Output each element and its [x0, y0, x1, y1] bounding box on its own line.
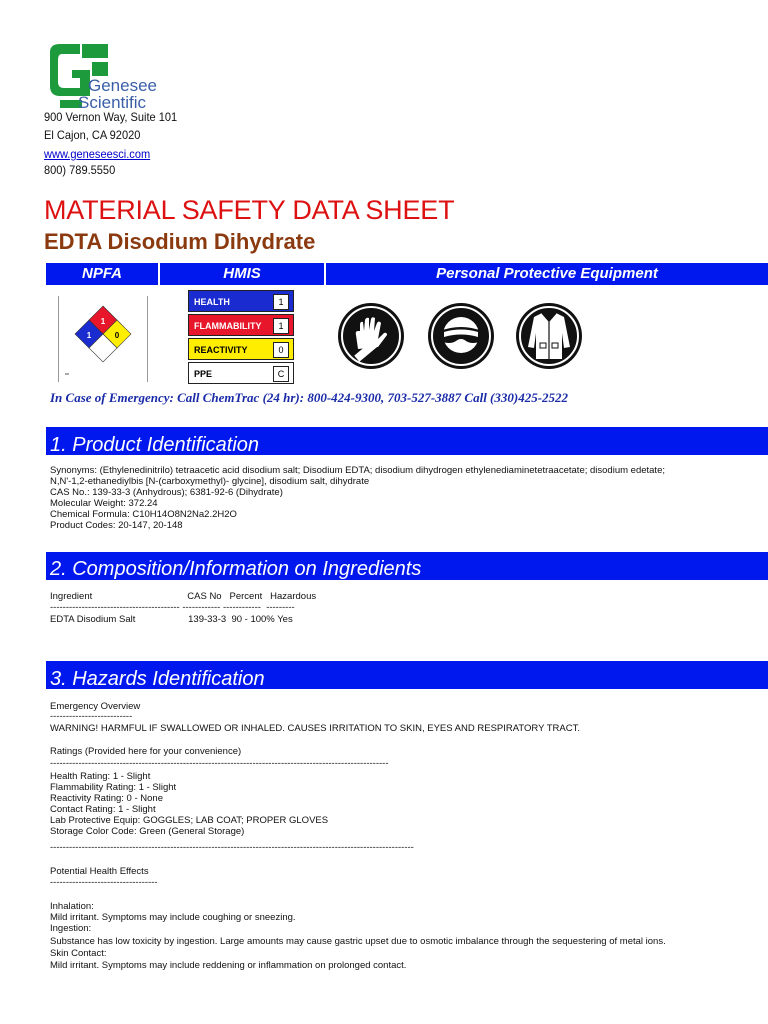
product-title: EDTA Disodium Dihydrate: [44, 229, 316, 254]
hmis-label: [188, 290, 294, 386]
s2-table-dashes: ----------------------------------------- ------------ ------------ ---------: [50, 602, 295, 613]
address-line-2: El Cajon, CA 92020: [44, 128, 141, 142]
s3-ingestion-text: Substance has low toxicity by ingestion. Large amounts may cause gastric upset due to osmotic imbalance through the sequestering of metal ions.: [50, 936, 666, 947]
hmis-label-ppe: PPE: [194, 369, 213, 379]
s3-ingestion-label: Ingestion:: [50, 923, 92, 934]
s3-dash-4: ----------------------------------: [50, 877, 158, 888]
section-1-title: 1. Product Identification: [50, 434, 260, 456]
nfpa-flammability: 1: [100, 317, 106, 326]
hmis-row-flammability: [188, 314, 294, 336]
s3-lab-protective-equip: Lab Protective Equip: GOGGLES; LAB COAT; PROPER GLOVES: [50, 815, 329, 826]
website-link-wrap: [44, 147, 150, 161]
s3-skin-contact-text: Mild irritant. Symptoms may include reddening or inflammation on prolonged contact.: [50, 960, 407, 971]
nfpa-reactivity: 0: [114, 331, 120, 340]
lab-coat-icon: [514, 301, 584, 371]
logo-text-scientific: Scientific: [78, 93, 147, 112]
hmis-label-flammability: FLAMMABILITY: [194, 321, 262, 331]
hmis-value-health: 1: [273, 294, 289, 310]
hmis-value-ppe: C: [273, 366, 289, 382]
phone-number: 800) 789.5550: [44, 163, 116, 177]
s3-inhalation-label: Inhalation:: [50, 901, 94, 912]
emergency-contact: In Case of Emergency: Call ChemTrac (24 hr): 800-424-9300, 703-527-3887 Call (330)425-2522: [50, 390, 569, 405]
header-hmis: HMIS: [160, 263, 324, 285]
s1-synonyms-1: Synonyms: (Ethylenedinitrilo) tetraacetic acid disodium salt; Disodium EDTA; disodium dihydrogen ethylenediaminetetraacetate; disodium edetate;: [50, 465, 665, 476]
s1-synonyms-2: N,N'-1,2-ethanediylbis [N-(carboxymethyl)- glycine], disodium salt, dihydrate: [50, 476, 370, 487]
s3-skin-contact-label: Skin Contact:: [50, 948, 107, 959]
s3-dash-3: -------------------------------------------------------------------------------------------------------------------: [50, 842, 414, 853]
nfpa-diamond-panel: [58, 296, 148, 382]
s3-emergency-overview: Emergency Overview: [50, 701, 141, 712]
address-line-1: 900 Vernon Way, Suite 101: [44, 110, 178, 124]
s1-cas-no: CAS No.: 139-33-3 (Anhydrous); 6381-92-6 (Dihydrate): [50, 487, 283, 498]
s3-reactivity-rating: Reactivity Rating: 0 - None: [50, 793, 163, 804]
s1-product-codes: Product Codes: 20-147, 20-148: [50, 520, 183, 531]
hmis-label-reactivity: REACTIVITY: [194, 345, 248, 355]
nfpa-diamond-icon: [59, 296, 147, 382]
goggles-icon: [426, 301, 496, 371]
header-npfa: NPFA: [46, 263, 158, 285]
section-2-title: 2. Composition/Information on Ingredients: [50, 558, 422, 580]
header-ppe: Personal Protective Equipment: [326, 263, 768, 285]
gloves-icon: [336, 301, 406, 371]
s3-dash-1: --------------------------: [50, 711, 133, 722]
website-link[interactable]: www.geneseesci.com: [44, 147, 151, 161]
hmis-label-health: HEALTH: [194, 297, 230, 307]
s3-warning: WARNING! HARMFUL IF SWALLOWED OR INHALED. CAUSES IRRITATION TO SKIN, EYES AND RESPIRATORY TRACT.: [50, 723, 580, 734]
s3-ratings-heading: Ratings (Provided here for your convenience): [50, 746, 242, 757]
document-title: MATERIAL SAFETY DATA SHEET: [44, 195, 455, 225]
s2-table-row: EDTA Disodium Salt 139-33-3 90 - 100% Yes: [50, 614, 293, 625]
s3-dash-2: -----------------------------------------------------------------------------------------------------------: [50, 758, 389, 769]
hmis-value-flammability: 1: [273, 318, 289, 334]
section-3-title: 3. Hazards Identification: [50, 668, 265, 690]
hmis-row-ppe: [188, 362, 294, 384]
s3-health-rating: Health Rating: 1 - Slight: [50, 771, 151, 782]
s3-potential-health-effects: Potential Health Effects: [50, 866, 149, 877]
s3-storage-color-code: Storage Color Code: Green (General Storage): [50, 826, 245, 837]
s1-chemical-formula: Chemical Formula: C10H14O8N2Na2.2H2O: [50, 509, 237, 520]
s3-inhalation-text: Mild irritant. Symptoms may include coughing or sneezing.: [50, 912, 296, 923]
hmis-row-health: [188, 290, 294, 312]
s3-flammability-rating: Flammability Rating: 1 - Slight: [50, 782, 177, 793]
s1-molecular-weight: Molecular Weight: 372.24: [50, 498, 158, 509]
s3-contact-rating: Contact Rating: 1 - Slight: [50, 804, 156, 815]
s2-table-header: Ingredient CAS No Percent Hazardous: [50, 591, 317, 602]
hmis-row-reactivity: [188, 338, 294, 360]
hmis-value-reactivity: 0: [273, 342, 289, 358]
nfpa-health: 1: [86, 331, 92, 340]
logo-text-genesee: Genesee: [88, 76, 157, 95]
